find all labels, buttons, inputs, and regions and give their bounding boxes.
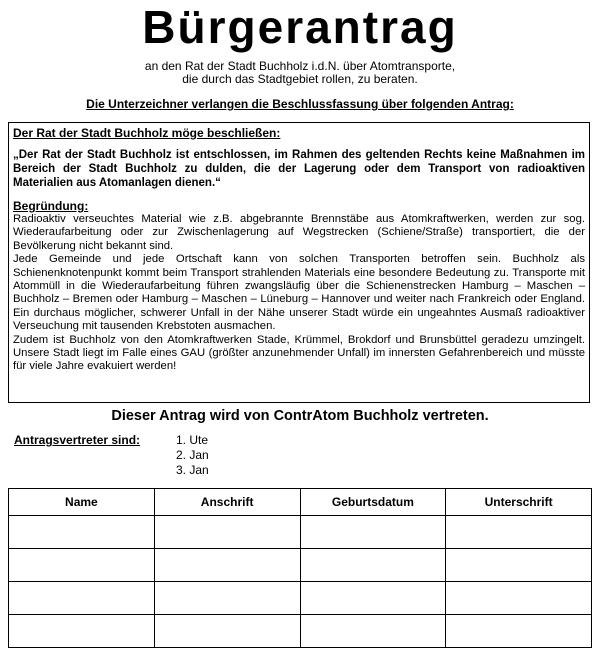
reason-heading: Begründung: — [13, 199, 89, 213]
subtitle-line-2: die durch das Stadtgebiet rollen, zu beraten. — [182, 72, 418, 86]
signature-cell[interactable] — [154, 516, 300, 549]
representation-statement: Dieser Antrag wird von ContrAtom Buchholz vertreten. — [111, 408, 489, 424]
signature-cell[interactable] — [154, 549, 300, 582]
motion-heading: Der Rat der Stadt Buchholz möge beschließen: — [13, 126, 281, 140]
signature-cell[interactable] — [300, 582, 446, 615]
representative-item: 2. Jan — [176, 448, 209, 462]
reason-paragraph: Zudem ist Buchholz von den Atomkraftwerken Stade, Krümmel, Brokdorf und Brunsbüttel geradezu umzingelt. Unsere Stadt liegt im Falle eines GAU (größter anzunehmender Unfall) im innersten Gefahrenbereich und müsste für viele Jahre evakuiert werden! — [13, 333, 585, 373]
signature-row — [9, 516, 592, 549]
signature-row — [9, 582, 592, 615]
subtitle-line-1: an den Rat der Stadt Buchholz i.d.N. über Atomtransporte, — [144, 59, 456, 73]
signature-cell[interactable] — [300, 615, 446, 648]
document-subtitle — [0, 60, 600, 86]
column-header-birthdate: Geburtsdatum — [300, 489, 446, 516]
demand-statement: Die Unterzeichner verlangen die Beschlussfassung über folgenden Antrag: — [86, 97, 514, 111]
signature-cell[interactable] — [446, 615, 592, 648]
column-header-name: Name — [9, 489, 155, 516]
signature-cell[interactable] — [446, 549, 592, 582]
document-title: Bürgerantrag — [142, 1, 458, 53]
signature-row — [9, 549, 592, 582]
signature-cell[interactable] — [154, 615, 300, 648]
representatives-list — [176, 433, 209, 478]
representative-item: 1. Ute — [176, 433, 209, 447]
signature-cell[interactable] — [154, 582, 300, 615]
signature-cell[interactable] — [300, 549, 446, 582]
representatives-label: Antragsvertreter sind: — [14, 433, 141, 447]
signature-cell[interactable] — [300, 516, 446, 549]
signature-cell[interactable] — [9, 615, 155, 648]
motion-box — [8, 122, 590, 403]
signature-table-header-row — [9, 489, 592, 516]
representative-item: 3. Jan — [176, 463, 209, 477]
signature-cell[interactable] — [446, 582, 592, 615]
signature-cell[interactable] — [446, 516, 592, 549]
signature-table — [8, 488, 592, 648]
reason-paragraph: Jede Gemeinde und jede Ortschaft kann von solchen Transporten betroffen sein. Buchholz als Schienenknotenpunkt kommt beim Transport strahlenden Materials eine besondere Bedeutung zu. Transporte mit Atommüll in die Wiederaufarbeitung führen zwangsläufig über die Schienenstrecken Hamburg – Maschen – Buchholz – Bremen oder Hamburg – Maschen – Lüneburg – Hannover und weiter nach Frankreich oder England. Ein durchaus möglicher, schwerer Unfall in der Nähe unserer Stadt würde ein ungeahntes Ausmaß radioaktiver Verseuchung mit tausenden Krebstoten ausmachen. — [13, 253, 585, 333]
column-header-signature: Unterschrift — [446, 489, 592, 516]
signature-row — [9, 615, 592, 648]
motion-resolution: „Der Rat der Stadt Buchholz ist entschlossen, im Rahmen des geltenden Rechts keine Maßnahmen im Bereich der Stadt Buchholz zu dulden, die der Lagerung oder dem Transport von radioaktiven Materialien aus Atomanlagen dienen.“ — [13, 149, 585, 189]
column-header-address: Anschrift — [154, 489, 300, 516]
signature-cell[interactable] — [9, 549, 155, 582]
signature-cell[interactable] — [9, 516, 155, 549]
reason-paragraph: Radioaktiv verseuchtes Material wie z.B. abgebrannte Brennstäbe aus Atomkraftwerken, werden zur sog. Wiederaufarbeitung oder zur Zwischenlagerung auf Wegstrecken (Schiene/Straße) transportiert, die der Bevölkerung nicht bekannt sind. — [13, 213, 585, 252]
signature-cell[interactable] — [9, 582, 155, 615]
